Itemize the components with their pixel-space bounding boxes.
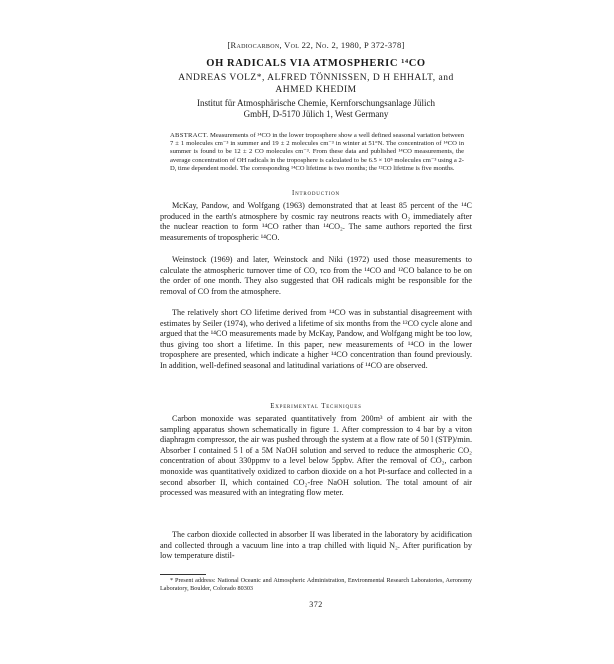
paper-title: OH RADICALS VIA ATMOSPHERIC ¹⁴CO [206, 58, 426, 69]
affiliation-line: GmbH, D-5170 Jülich 1, West Germany [243, 109, 389, 119]
author-line: ANDREAS VOLZ*, ALFRED TÖNNISSEN, D H EHHALT, and [178, 73, 454, 83]
abstract-label: ABSTRACT. [170, 132, 209, 139]
body-paragraph: Weinstock (1969) and later, Weinstock and Niki (1972) used those measurements to calculate the atmospheric turnover time of CO, τco from the ¹⁴CO and ¹²CO balance to be on the order of one month. They also suggested that OH radicals might be responsible for the removal of CO from the atmosphere. [160, 255, 472, 296]
affiliation [160, 98, 472, 120]
abstract [170, 132, 464, 173]
author-line: AHMED KHEDIM [275, 85, 357, 95]
footnote: * Present address: National Oceanic and Atmospheric Administration, Environmental Research Laboratories, Aeronomy Laboratory, Boulder, Colorado 80303 [160, 577, 472, 592]
body-paragraph: The carbon dioxide collected in absorber II was liberated in the laboratory by acidification and collected through a vacuum line into a trap chilled with liquid N₂. After purification by low temperature distil- [160, 530, 472, 561]
abstract-text: Measurements of ¹⁴CO in the lower troposphere show a well defined seasonal variation between 7 ± 1 molecules cm⁻³ in summer and 19 ± 2 molecules cm⁻³ in winter at 51°N. The concentration of ¹⁴CO in summer is found to be 12 ± 2 CO molecules cm⁻³. From these data and published ¹⁴CO measurements, the average concentration of OH radicals in the troposphere is calculated to be 6.5 × 10⁵ molecules cm⁻³ using a 2-D, time dependent model. The corresponding ¹⁴CO lifetime is two months; the ¹²CO lifetime is five months. [170, 132, 464, 172]
section-heading-experimental: Experimental Techniques [270, 403, 362, 410]
body-paragraph: McKay, Pandow, and Wolfgang (1963) demonstrated that at least 85 percent of the ¹⁴C produced in the earth's atmosphere by cosmic ray neutrons reacts with O₂ immediately after the nuclear reaction to form ¹⁴CO rather than ¹⁴CO₂. The same authors reported the first measurements of tropospheric ¹⁴CO. [160, 201, 472, 242]
body-paragraph: The relatively short CO lifetime derived from ¹⁴CO was in substantial disagreement with estimates by Seiler (1974), who derived a lifetime of six months from the ¹²CO cycle alone and argued that the ¹⁴CO measurements made by McKay, Pandow, and Wolfgang might be too low, thus giving too short a lifetime. In this paper, new measurements of ¹⁴CO in the lower troposphere are presented, which indicate a higher ¹⁴CO concentration than found previously. In addition, well-defined seasonal and latitudinal variations of ¹⁴CO are observed. [160, 308, 472, 370]
section-heading-introduction: Introduction [292, 190, 340, 197]
body-paragraph: Carbon monoxide was separated quantitatively from 200m³ of ambient air with the sampling apparatus shown schematically in figure 1. After compression to 4 bar by a viton diaphragm compressor, the air was pushed through the system at a flow rate of 50 l (STP)/min. Absorber I contained 5 l of a 5M NaOH solution and served to reduce the atmospheric CO₂ concentration of about 330ppmv to a level below 5ppbv. After the removal of CO₂, carbon monoxide was quantitatively oxidized to carbon dioxide on a hot Pt-surface and collected in a second absorber II, which contained CO₂-free NaOH solution. The total amount of air processed was measured with an integrating flow meter. [160, 414, 472, 498]
author-list [160, 72, 472, 96]
journal-citation: [Radiocarbon, Vol 22, No. 2, 1980, P 372-378] [227, 40, 405, 50]
footnote-rule [160, 574, 206, 575]
affiliation-line: Institut für Atmosphärische Chemie, Kernforschungsanlage Jülich [197, 98, 435, 108]
page-number: 372 [309, 600, 323, 609]
